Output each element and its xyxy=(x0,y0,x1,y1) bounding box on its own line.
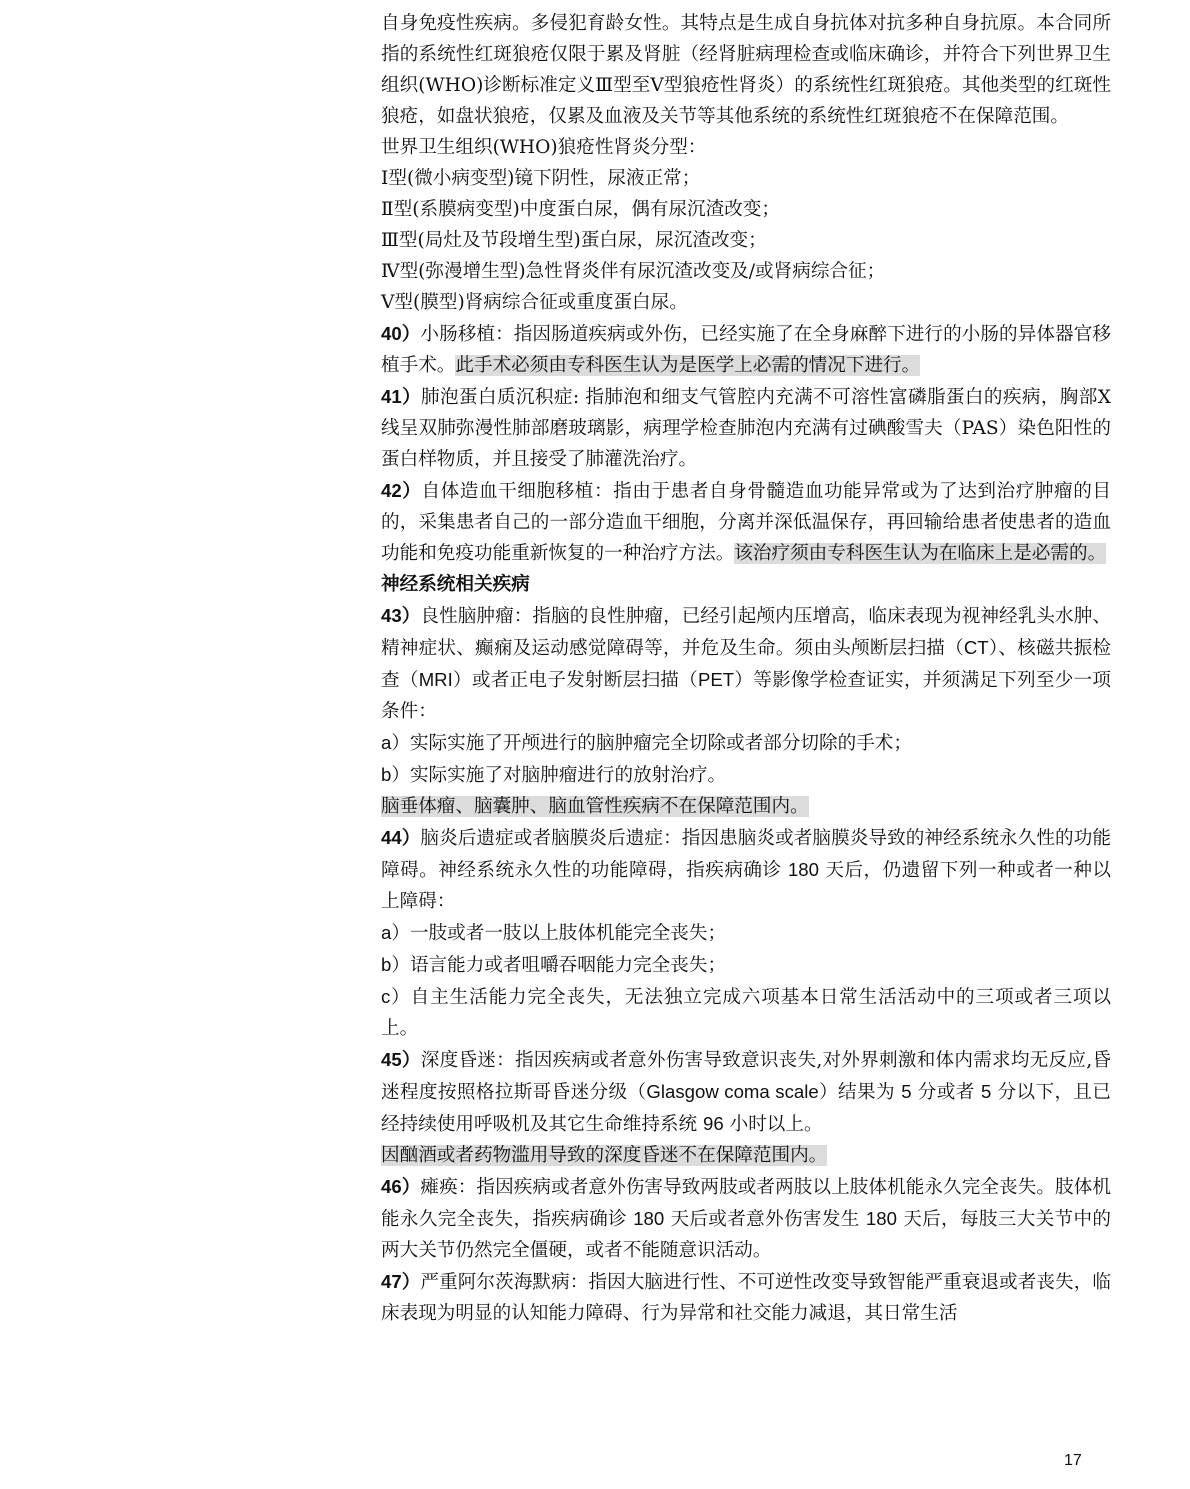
text-run: 分以下，且已经持续使用呼吸机及其它生命维持系统 xyxy=(381,1082,1111,1135)
text-run: Glasgow coma scale xyxy=(646,1081,819,1102)
text-run: 天后，仍遗留下列一种或者一种以上障碍： xyxy=(381,860,1111,912)
text-run: 肺泡蛋白质沉积症: 指肺泡和细支气管腔内充满不可溶性富磷脂蛋白的疾病，胸部X线呈双肺弥漫性肺部磨玻璃影，病理学检查肺泡内充满有过碘酸雪夫（PAS）染色阳性的蛋白样物质，并且接受了肺灌洗治疗。 xyxy=(381,387,1111,470)
item-number: 47） xyxy=(381,1271,421,1292)
text-run: 分或者 xyxy=(911,1082,981,1103)
text-run: Ⅱ型(系膜病变型)中度蛋白尿，偶有尿沉渣改变； xyxy=(381,199,781,220)
text-run: 小肠移植：指因肠道疾病或外伤，已经实施了在全身麻醉下进行的小肠的异体器官移植手术。 xyxy=(381,324,1111,376)
document-body xyxy=(381,8,1111,1329)
paragraph xyxy=(381,194,1111,225)
highlighted-text: 脑垂体瘤、脑囊肿、脑血管性疾病不在保障范围内。 xyxy=(381,796,809,817)
text-run: Ⅲ型(局灶及节段增生型)蛋白尿，尿沉渣改变； xyxy=(381,230,767,251)
item-number: 42） xyxy=(381,480,422,501)
paragraph xyxy=(381,132,1111,163)
item-number: 46） xyxy=(381,1176,421,1197)
text-run: MRI xyxy=(418,669,453,690)
text-run: CT xyxy=(963,637,989,658)
text-run: 小时以上。 xyxy=(723,1114,823,1135)
text-run: ）自主生活能力完全丧失，无法独立完成六项基本日常生活活动中的三项或者三项以上。 xyxy=(381,987,1111,1039)
text-run: 5 xyxy=(901,1081,912,1102)
paragraph xyxy=(381,727,1111,759)
text-run: 深度昏迷：指因疾病或者意外伤害导致意识丧失,对外界刺激和体内需求均无反应,昏迷程度按照格拉斯哥昏迷分级（ xyxy=(381,1050,1111,1103)
section-heading: 神经系统相关疾病 xyxy=(381,574,530,595)
paragraph xyxy=(381,318,1111,381)
paragraph xyxy=(381,225,1111,256)
text-run: ）、核磁共振检查（ xyxy=(381,638,1111,691)
text-run: 世界卫生组织(WHO)狼疮性肾炎分型： xyxy=(381,137,707,158)
paragraph xyxy=(381,1266,1111,1329)
text-run: 180 xyxy=(865,1208,897,1229)
item-number: 41） xyxy=(381,386,422,407)
paragraph xyxy=(381,600,1111,727)
item-number: 45） xyxy=(381,1049,421,1070)
paragraph xyxy=(381,287,1111,318)
paragraph xyxy=(381,822,1111,917)
text-run: 脑炎后遗症或者脑膜炎后遗症：指因患脑炎或者脑膜炎导致的神经系统永久性的功能障碍。神经系统永久性的功能障碍，指疾病确诊 xyxy=(381,828,1111,881)
paragraph xyxy=(381,381,1111,475)
text-run: 5 xyxy=(980,1081,992,1102)
item-number: 40） xyxy=(381,323,421,344)
page-number: 17 xyxy=(1064,1452,1082,1469)
paragraph xyxy=(381,1140,1111,1171)
paragraph xyxy=(381,791,1111,822)
highlighted-text: 此手术必须由专科医生认为是医学上必需的情况下进行。 xyxy=(455,355,921,376)
text-run: a xyxy=(381,922,392,943)
text-run: ）实际实施了对脑肿瘤进行的放射治疗。 xyxy=(391,765,727,786)
text-run: 瘫痪：指因疾病或者意外伤害导致两肢或者两肢以上肢体机能永久完全丧失。肢体机能永久完全丧失，指疾病确诊 xyxy=(381,1177,1111,1230)
paragraph xyxy=(381,949,1111,981)
paragraph xyxy=(381,569,1111,600)
text-run: ）等影像学检查证实，并须满足下列至少一项条件： xyxy=(381,670,1111,722)
text-run: ）或者正电子发射断层扫描（ xyxy=(452,670,698,691)
text-run: a xyxy=(381,732,392,753)
text-run: 自体造血干细胞移植：指由于患者自身骨髓造血功能异常或为了达到治疗肿瘤的目的，采集患者自己的一部分造血干细胞，分离并深低温保存，再回输给患者使患者的造血功能和免疫功能重新恢复的一种治疗方法。 xyxy=(381,481,1111,564)
item-number: 43） xyxy=(381,605,421,626)
highlighted-text: 因酗酒或者药物滥用导致的深度昏迷不在保障范围内。 xyxy=(381,1145,828,1166)
text-run: Ⅴ型(膜型)肾病综合征或重度蛋白尿。 xyxy=(381,292,688,313)
item-number: 44） xyxy=(381,827,421,848)
paragraph xyxy=(381,163,1111,194)
text-run: ）结果为 xyxy=(818,1082,902,1103)
highlighted-text: 该治疗须由专科医生认为在临床上是必需的。 xyxy=(734,543,1107,564)
text-run: 天后或者意外伤害发生 xyxy=(664,1209,866,1230)
text-run: c xyxy=(381,986,391,1007)
text-run: b xyxy=(381,954,392,975)
paragraph xyxy=(381,8,1111,132)
paragraph xyxy=(381,917,1111,949)
paragraph xyxy=(381,475,1111,569)
text-run: 天后，每肢三大关节中的两大关节仍然完全僵硬，或者不能随意识活动。 xyxy=(381,1209,1111,1261)
text-run: 180 xyxy=(633,1208,665,1229)
text-run: 自身免疫性疾病。多侵犯育龄女性。其特点是生成自身抗体对抗多种自身抗原。本合同所指的系统性红斑狼疮仅限于累及肾脏（经肾脏病理检查或临床确诊，并符合下列世界卫生组织(WHO)诊断标准定义Ⅲ型至Ⅴ型狼疮性肾炎）的系统性红斑狼疮。其他类型的红斑性狼疮，如盘状狼疮，仅累及血液及关节等其他系统的系统性红斑狼疮不在保障范围。 xyxy=(381,13,1111,127)
paragraph xyxy=(381,1044,1111,1140)
text-run: ）语言能力或者咀嚼吞咽能力完全丧失； xyxy=(391,955,727,976)
text-run: PET xyxy=(697,669,735,690)
text-run: Ⅰ型(微小病变型)镜下阴性，尿液正常； xyxy=(381,168,701,189)
text-run: b xyxy=(381,764,392,785)
paragraph xyxy=(381,759,1111,791)
text-run: Ⅳ型(弥漫增生型)急性肾炎伴有尿沉渣改变及/或肾病综合征； xyxy=(381,261,886,282)
paragraph xyxy=(381,981,1111,1044)
text-run: 180 xyxy=(787,859,819,880)
text-run: ）实际实施了开颅进行的脑肿瘤完全切除或者部分切除的手术； xyxy=(391,733,912,754)
paragraph xyxy=(381,1171,1111,1266)
text-run: ）一肢或者一肢以上肢体机能完全丧失； xyxy=(391,923,727,944)
text-run: 良性脑肿瘤：指脑的良性肿瘤，已经引起颅内压增高，临床表现为视神经乳头水肿、精神症状、癫痫及运动感觉障碍等，并危及生命。须由头颅断层扫描（ xyxy=(381,606,1111,659)
text-run: 严重阿尔茨海默病：指因大脑进行性、不可逆性改变导致智能严重衰退或者丧失，临床表现为明显的认知能力障碍、行为异常和社交能力减退，其日常生活 xyxy=(381,1272,1111,1324)
paragraph xyxy=(381,256,1111,287)
text-run: 96 xyxy=(703,1113,724,1134)
